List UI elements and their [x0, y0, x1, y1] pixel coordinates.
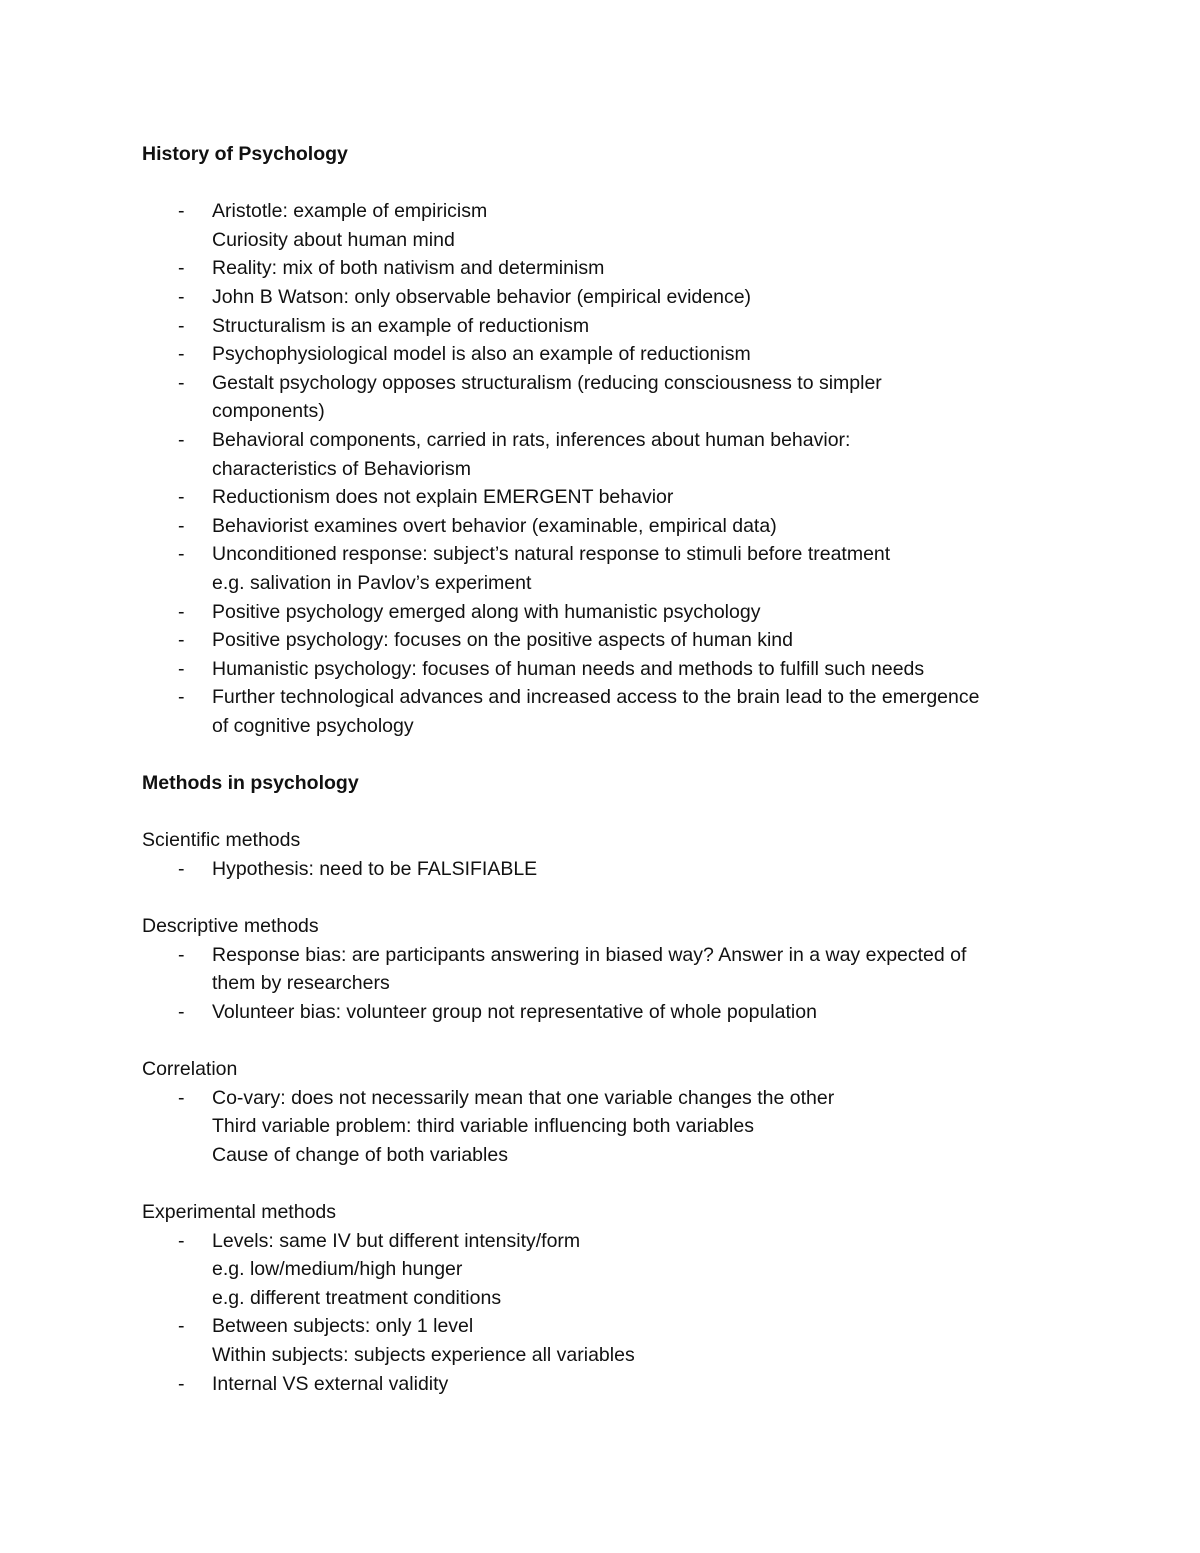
- correlation-list: [142, 1084, 1082, 1170]
- list-item-text: Reductionism does not explain EMERGENT behavior: [212, 486, 674, 509]
- list-item: [142, 626, 1082, 655]
- list-item-text: Third variable problem: third variable influencing both variables: [212, 1115, 754, 1138]
- list-item: [142, 1312, 1082, 1369]
- bullet-dash: -: [178, 1229, 185, 1252]
- bullet-dash: -: [178, 1000, 185, 1023]
- scientific-methods-list: [142, 855, 1082, 884]
- list-item-text: Positive psychology: focuses on the positive aspects of human kind: [212, 629, 793, 652]
- list-item-text: characteristics of Behaviorism: [212, 457, 472, 480]
- list-item-text: Within subjects: subjects experience all variables: [212, 1343, 635, 1366]
- list-item: [142, 655, 1082, 684]
- list-item-text: components): [212, 400, 325, 423]
- bullet-dash: -: [178, 257, 185, 280]
- list-item-text: Aristotle: example of empiricism: [212, 200, 488, 223]
- list-item: [142, 1370, 1082, 1399]
- bullet-dash: -: [178, 600, 185, 623]
- experimental-methods-list: [142, 1227, 1082, 1399]
- list-item: [142, 197, 1082, 254]
- list-item-text: of cognitive psychology: [212, 714, 414, 737]
- bullet-dash: -: [178, 285, 185, 308]
- list-item-text: Cause of change of both variables: [212, 1143, 508, 1166]
- bullet-dash: -: [178, 428, 185, 451]
- subsection-title-descriptive-methods: Descriptive methods: [142, 915, 319, 938]
- list-item: [142, 1227, 1082, 1313]
- list-item-text: Hypothesis: need to be FALSIFIABLE: [212, 857, 538, 880]
- list-item-text: Volunteer bias: volunteer group not representative of whole population: [212, 1000, 817, 1023]
- list-item: [142, 426, 1082, 483]
- list-item: [142, 283, 1082, 312]
- list-item: [142, 998, 1082, 1027]
- bullet-dash: -: [178, 200, 185, 223]
- list-item: [142, 254, 1082, 283]
- bullet-dash: -: [178, 629, 185, 652]
- document-page: [142, 140, 1082, 1398]
- bullet-dash: -: [178, 486, 185, 509]
- list-item: [142, 683, 1082, 740]
- subsection-title-experimental-methods: Experimental methods: [142, 1200, 337, 1223]
- list-item-text: Curiosity about human mind: [212, 228, 455, 251]
- bullet-dash: -: [178, 657, 185, 680]
- list-item-text: Structuralism is an example of reductionism: [212, 314, 590, 337]
- list-item-text: Positive psychology emerged along with humanistic psychology: [212, 600, 761, 623]
- list-item-text: Internal VS external validity: [212, 1372, 449, 1395]
- list-item-text: Behaviorist examines overt behavior (examinable, empirical data): [212, 514, 777, 537]
- list-item-text: Reality: mix of both nativism and determinism: [212, 257, 605, 280]
- section-heading-history: History of Psychology: [142, 143, 348, 165]
- list-item-text: Behavioral components, carried in rats, inferences about human behavior:: [212, 428, 851, 451]
- list-item-text: e.g. salivation in Pavlov’s experiment: [212, 571, 532, 594]
- list-item-text: Between subjects: only 1 level: [212, 1315, 474, 1338]
- list-item: [142, 855, 1082, 884]
- list-item-text: Levels: same IV but different intensity/form: [212, 1229, 581, 1252]
- bullet-dash: -: [178, 1315, 185, 1338]
- list-item: [142, 340, 1082, 369]
- bullet-dash: -: [178, 343, 185, 366]
- bullet-dash: -: [178, 543, 185, 566]
- subsection-title-scientific-methods: Scientific methods: [142, 829, 301, 852]
- list-item: [142, 540, 1082, 597]
- bullet-dash: -: [178, 1086, 185, 1109]
- bullet-dash: -: [178, 1372, 185, 1395]
- list-item-text: Co-vary: does not necessarily mean that one variable changes the other: [212, 1086, 835, 1109]
- list-item-text: John B Watson: only observable behavior (empirical evidence): [212, 285, 752, 308]
- list-item: [142, 369, 1082, 426]
- list-item-text: Further technological advances and increased access to the brain lead to the emergence: [212, 686, 980, 709]
- list-item-text: e.g. low/medium/high hunger: [212, 1258, 463, 1281]
- bullet-dash: -: [178, 514, 185, 537]
- section-heading-methods: Methods in psychology: [142, 772, 359, 795]
- bullet-dash: -: [178, 686, 185, 709]
- list-item-text: Gestalt psychology opposes structuralism (reducing consciousness to simpler: [212, 371, 882, 394]
- list-item: [142, 1084, 1082, 1170]
- list-item-text: them by researchers: [212, 972, 390, 995]
- subsection-title-correlation: Correlation: [142, 1058, 238, 1080]
- list-item-text: Humanistic psychology: focuses of human needs and methods to fulfill such needs: [212, 657, 925, 680]
- list-item: [142, 312, 1082, 341]
- bullet-dash: -: [178, 857, 185, 880]
- list-item-text: Response bias: are participants answering in biased way? Answer in a way expected of: [212, 943, 967, 966]
- bullet-dash: -: [178, 371, 185, 394]
- list-item: [142, 941, 1082, 998]
- bullet-dash: -: [178, 943, 185, 966]
- descriptive-methods-list: [142, 941, 1082, 1027]
- history-bullet-list: [142, 197, 1082, 740]
- list-item-text: Psychophysiological model is also an example of reductionism: [212, 343, 751, 366]
- list-item-text: Unconditioned response: subject’s natural response to stimuli before treatment: [212, 543, 891, 566]
- bullet-dash: -: [178, 314, 185, 337]
- list-item: [142, 598, 1082, 627]
- list-item-text: e.g. different treatment conditions: [212, 1286, 502, 1309]
- list-item: [142, 512, 1082, 541]
- list-item: [142, 483, 1082, 512]
